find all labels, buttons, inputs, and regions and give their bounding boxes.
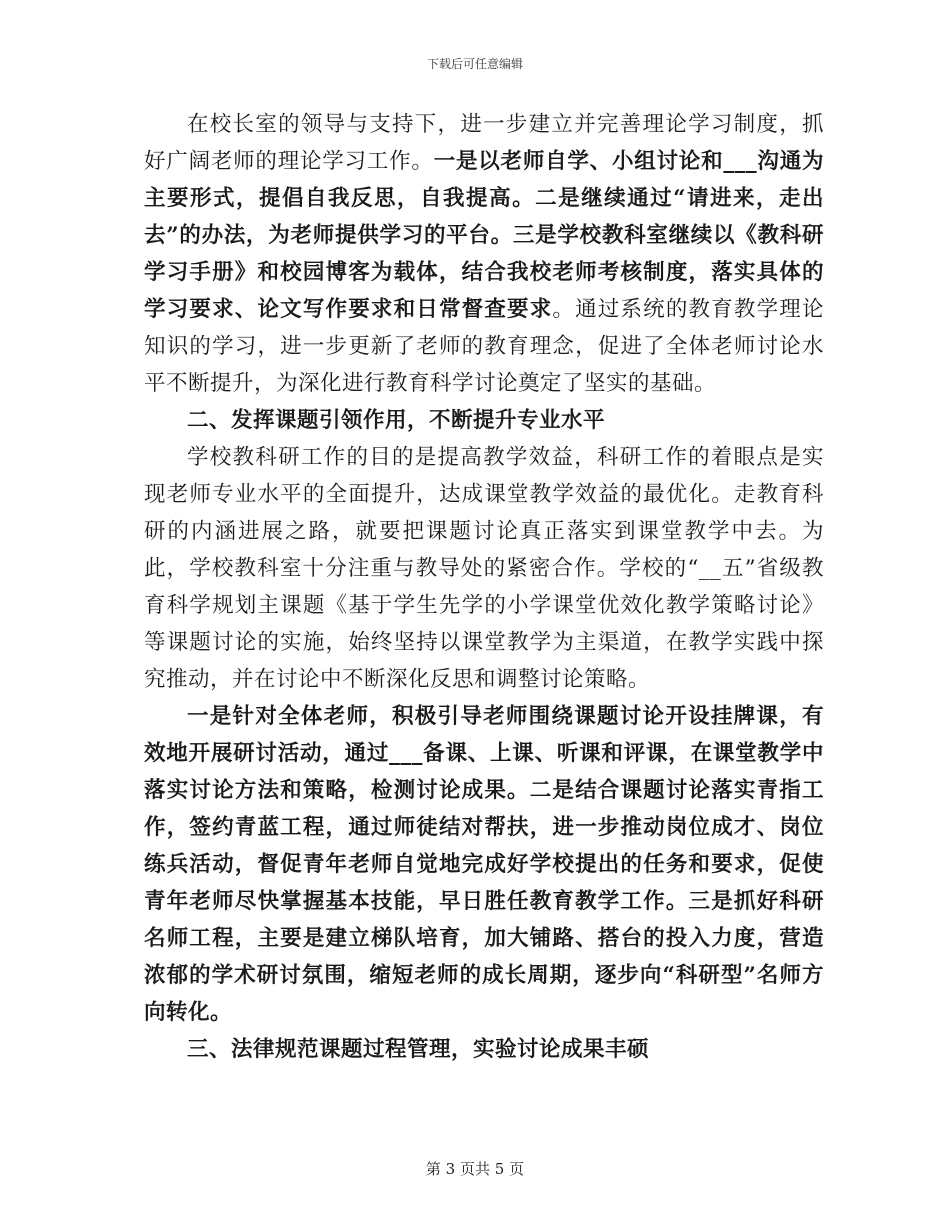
paragraph-teacher-measures [144,698,824,1031]
page-header-note: 下载后可任意编辑 [426,57,523,71]
paragraph-research-goal: 学校教科研工作的目的是提高教学效益，科研工作的着眼点是实现老师专业水平的全面提升，达成课堂教学效益的最优化。走教育科研的内涵进展之路，就要把课题讨论真正落实到课堂教学中去。为此，学校教科室十分注重与教导处的紧密合作。学校的“__五”省级教育科学规划主课题《基于学生先学的小学课堂优效化教学策略讨论》等课题讨论的实施，始终坚持以课堂教学为主渠道，在教学实践中探究推动，并在讨论中不断深化反思和调整讨论策略。 [144,445,824,692]
section-heading-2: 二、发挥课题引领作用，不断提升专业水平 [187,408,606,433]
paragraph-text: 。通过系统的教育教学理论知识的学习，进一步更新了老师的教育理念，促进了全体老师讨论水平不断提升，为深化进行教育科学讨论奠定了坚实的基础。 [144,297,824,396]
document-body [144,106,824,1068]
paragraph-text: 在校长室的领导与支持下，进一步建立并完善理论学习制度，抓好广阔老师的理论学习工作。 [144,112,824,174]
page-number: 第 3 页共 5 页 [425,1160,525,1178]
section-heading-3: 三、法律规范课题过程管理，实验讨论成果丰硕 [187,1037,650,1062]
paragraph-bold-text: 一是针对全体老师，积极引导老师围绕课题讨论开设挂牌课，有效地开展研讨活动，通过___备课、上课、听课和评课，在课堂教学中落实讨论方法和策略，检测讨论成果。二是结合课题讨论落实青指工作，签约青蓝工程，通过师徒结对帮扶，进一步推动岗位成才、岗位练兵活动，督促青年老师自觉地完成好学校提出的任务和要求，促使青年老师尽快掌握基本技能，早日胜任教育教学工作。三是抓好科研名师工程，主要是建立梯队培育，加大铺路、搭台的投入力度，营造浓郁的学术研讨氛围，缩短老师的成长周期，逐步向“科研型”名师方向转化。 [144,704,824,1025]
paragraph-bold-text: 一是以老师自学、小组讨论和___沟通为主要形式，提倡自我反思，自我提高。二是继续通过“请进来，走出去”的办法，为老师提供学习的平台。三是学校教科室继续以《教科研学习手册》和校园博客为载体，结合我校老师考核制度，落实具体的学习要求、论文写作要求和日常督查要求 [144,149,824,322]
paragraph-theory-study [144,106,824,402]
